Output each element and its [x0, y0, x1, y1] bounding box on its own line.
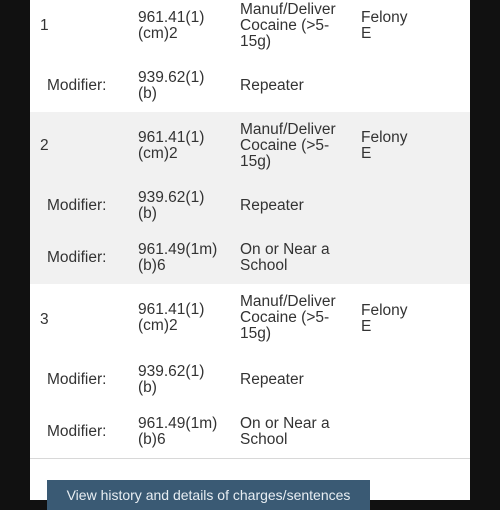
modifier-row — [30, 176, 470, 230]
modifier-description: Repeater — [240, 197, 304, 214]
charge-group-2 — [30, 112, 470, 284]
charge-number: 3 — [40, 311, 49, 328]
modifier-description: On or Near a School — [240, 415, 330, 448]
charges-table — [30, 0, 470, 503]
charge-row — [30, 284, 470, 354]
statute-cell: 961.41(1) (cm)2 — [138, 129, 205, 162]
charge-row — [30, 112, 470, 176]
charge-group-1 — [30, 0, 470, 112]
description-cell: Manuf/Deliver Cocaine (>5- 15g) — [240, 121, 336, 170]
modifier-description: Repeater — [240, 77, 304, 94]
modifier-statute: 939.62(1) (b) — [138, 69, 205, 102]
description-cell: Manuf/Deliver Cocaine (>5- 15g) — [240, 293, 336, 342]
view-history-button[interactable]: View history and details of charges/sentences — [47, 480, 370, 510]
modifier-row — [30, 56, 470, 112]
severity-cell: Felony E — [361, 129, 408, 162]
modifier-description: On or Near a School — [240, 241, 330, 274]
modifier-row — [30, 354, 470, 404]
charge-number: 1 — [40, 17, 49, 34]
severity-cell: Felony E — [361, 302, 408, 335]
table-divider — [30, 458, 470, 459]
modifier-label: Modifier: — [47, 197, 107, 214]
modifier-label: Modifier: — [47, 423, 107, 440]
modifier-description: Repeater — [240, 371, 304, 388]
charge-row — [30, 0, 470, 56]
modifier-label: Modifier: — [47, 249, 107, 266]
modifier-statute: 961.49(1m) (b)6 — [138, 241, 218, 274]
statute-cell: 961.41(1) (cm)2 — [138, 301, 205, 334]
modifier-row — [30, 404, 470, 456]
modifier-label: Modifier: — [47, 77, 107, 94]
modifier-label: Modifier: — [47, 371, 107, 388]
modifier-statute: 939.62(1) (b) — [138, 363, 205, 396]
modifier-statute: 939.62(1) (b) — [138, 189, 205, 222]
description-cell: Manuf/Deliver Cocaine (>5- 15g) — [240, 1, 336, 50]
severity-cell: Felony E — [361, 9, 408, 42]
modifier-statute: 961.49(1m) (b)6 — [138, 415, 218, 448]
charge-number: 2 — [40, 137, 49, 154]
charge-group-3 — [30, 284, 470, 456]
modifier-row — [30, 230, 470, 284]
statute-cell: 961.41(1) (cm)2 — [138, 9, 205, 42]
